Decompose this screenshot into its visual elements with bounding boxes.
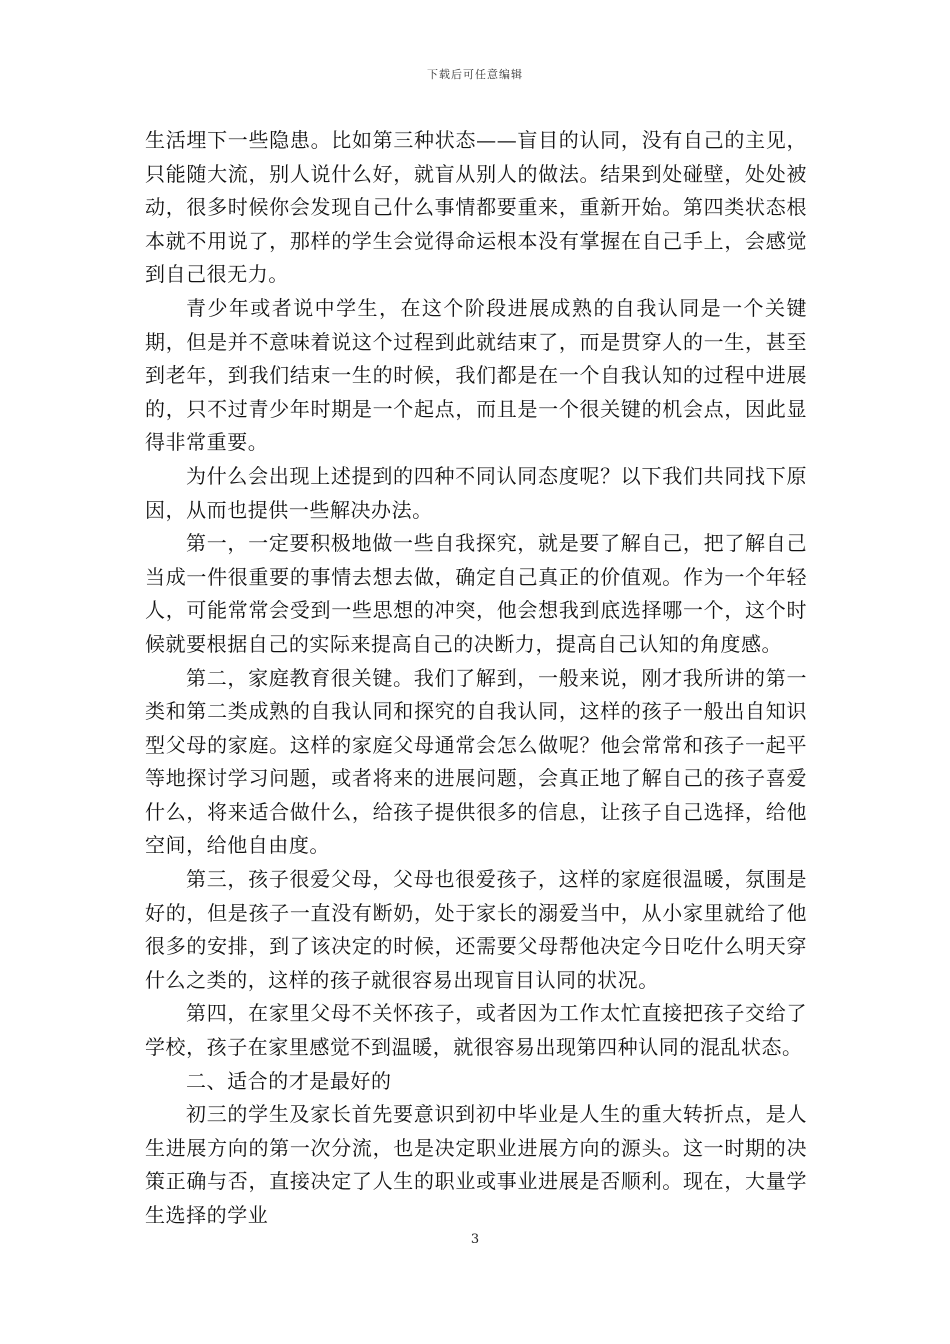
paragraph-fourth-point: 第四，在家里父母不关怀孩子，或者因为工作太忙直接把孩子交给了学校，孩子在家里感觉不到温暖，就很容易出现第四种认同的混乱状态。	[145, 1001, 807, 1060]
page-header: 下载后可任意编辑	[427, 68, 523, 81]
paragraph-reasons-intro: 为什么会出现上述提到的四种不同认同态度呢？以下我们共同找下原因，从而也提供一些解决办法。	[145, 463, 807, 522]
paragraph-second-point: 第二，家庭教育很关键。我们了解到，一般来说，刚才我所讲的第一类和第二类成熟的自我认同和探究的自我认同，这样的孩子一般出自知识型父母的家庭。这样的家庭父母通常会怎么做呢？他会常常和孩子一起平等地探讨学习问题，或者将来的进展问题，会真正地了解自己的孩子喜爱什么，将来适合做什么，给孩子提供很多的信息，让孩子自己选择，给他空间，给他自由度。	[145, 665, 807, 858]
paragraph-adolescence: 青少年或者说中学生，在这个阶段进展成熟的自我认同是一个关键期，但是并不意味着说这个过程到此就结束了，而是贯穿人的一生，甚至到老年，到我们结束一生的时候，我们都是在一个自我认知的过程中进展的，只不过青少年时期是一个起点，而且是一个很关键的机会点，因此显得非常重要。	[145, 295, 807, 455]
paragraph-section-two: 初三的学生及家长首先要意识到初中毕业是人生的重大转折点，是人生进展方向的第一次分流，也是决定职业进展方向的源头。这一时期的决策正确与否，直接决定了人生的职业或事业进展是否顺利。现在，大量学生选择的学业	[145, 1102, 807, 1227]
paragraph-third-point: 第三，孩子很爱父母，父母也很爱孩子，这样的家庭很温暖，氛围是好的，但是孩子一直没有断奶，处于家长的溺爱当中，从小家里就给了他很多的安排，到了该决定的时候，还需要父母帮他决定今日吃什么明天穿什么之类的，这样的孩子就很容易出现盲目认同的状况。	[145, 867, 807, 992]
page-number: 3	[470, 1232, 480, 1247]
section-heading: 二、适合的才是最好的	[186, 1068, 392, 1093]
paragraph-first-point: 第一，一定要积极地做一些自我探究，就是要了解自己，把了解自己当成一件很重要的事情去想去做，确定自己真正的价值观。作为一个年轻人，可能常常会受到一些思想的冲突，他会想我到底选择哪一个，这个时候就要根据自己的实际来提高自己的决断力，提高自己认知的角度感。	[145, 531, 807, 656]
document-body	[145, 124, 807, 1233]
paragraph-continuation: 生活埋下一些隐患。比如第三种状态——盲目的认同，没有自己的主见，只能随大流，别人说什么好，就盲从别人的做法。结果到处碰壁，处处被动，很多时候你会发现自己什么事情都要重来，重新开始。第四类状态根本就不用说了，那样的学生会觉得命运根本没有掌握在自己手上，会感觉到自己很无力。	[145, 128, 807, 287]
